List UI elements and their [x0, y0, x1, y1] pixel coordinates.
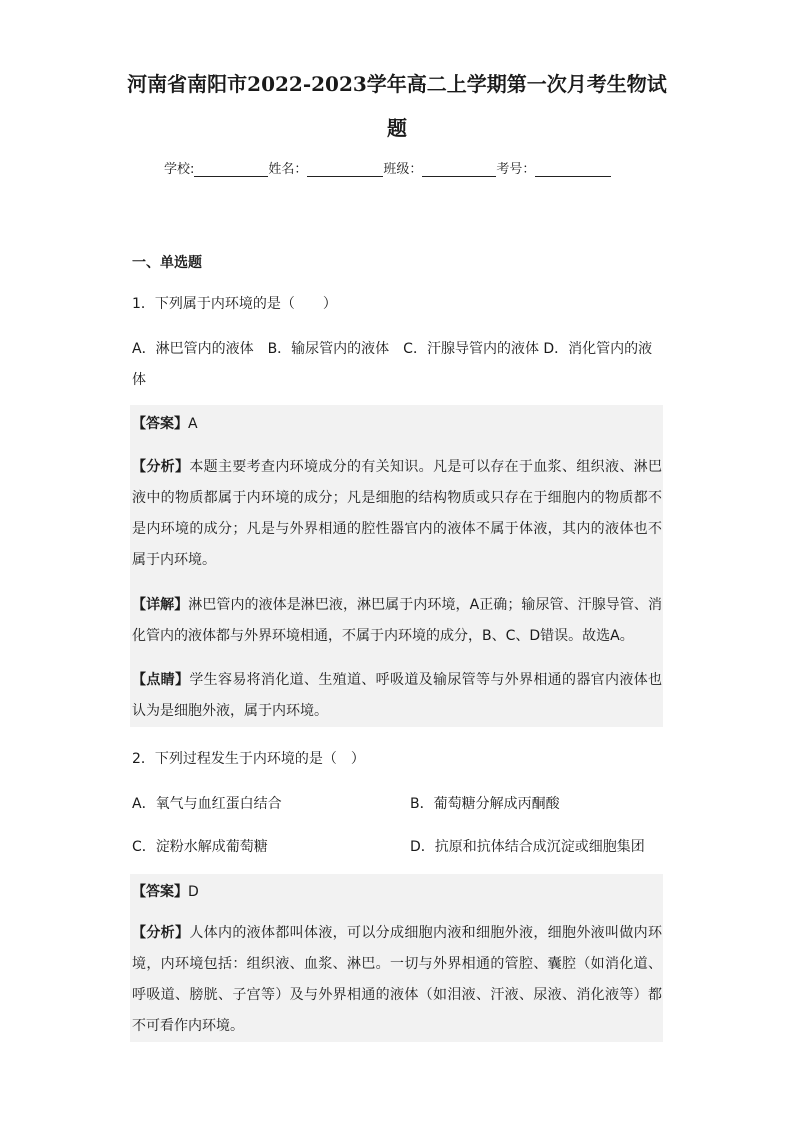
exam-no-blank[interactable]: [535, 162, 611, 177]
answer-value: A: [188, 416, 198, 432]
q1-answer: [132, 413, 198, 433]
q2-answer: [132, 881, 199, 901]
analysis-text: 人体内的液体都叫体液，可以分成细胞内液和细胞外液，细胞外液叫做内环境，内环境包括：组织液、血浆、淋巴。一切与外界相通的管腔、囊腔（如消化道、呼吸道、膀胱、子宫等）及与外界相通的液体（如泪液、汗液、尿液、消化液等）都不可看作内环境。: [132, 925, 663, 1034]
q2-option-b: B．葡萄糖分解成丙酮酸: [410, 796, 560, 812]
exam-no-label: 考号：: [496, 162, 536, 177]
tip-text: 学生容易将消化道、生殖道、呼吸道及输尿管等与外界相通的器官内液体也认为是细胞外液，属于内环境。: [132, 672, 663, 719]
analysis-text: 本题主要考查内环境成分的有关知识。凡是可以存在于血浆、组织液、淋巴液中的物质都属于内环境的成分；凡是细胞的结构物质或只存在于细胞内的物质都不是内环境的成分；凡是与外界相通的腔性器官内的液体不属于体液，其内的液体也不属于内环境。: [132, 459, 663, 568]
exam-title-line2: 题: [387, 116, 407, 140]
q1-stem: 1．下列属于内环境的是（ ）: [132, 296, 337, 312]
q1-options: A．淋巴管内的液体 B．输尿管内的液体 C．汗腺导管内的液体 D．消化管内的液: [132, 341, 653, 357]
student-info-row: [164, 158, 611, 177]
q2-option-d: D．抗原和抗体结合成沉淀或细胞集团: [410, 839, 645, 855]
name-blank[interactable]: [307, 162, 383, 177]
section-heading: 一、单选题: [132, 255, 202, 271]
name-label: 姓名：: [268, 162, 308, 177]
school-blank[interactable]: [194, 162, 268, 177]
class-label: 班级：: [383, 162, 423, 177]
analysis-tag: 【分析】: [132, 925, 190, 941]
class-blank[interactable]: [422, 162, 496, 177]
q1-options-cont: 体: [132, 372, 146, 388]
exam-title-line1: 河南省南阳市2022-2023学年高二上学期第一次月考生物试: [127, 72, 667, 96]
tip-tag: 【点睛】: [132, 672, 190, 688]
q1-analysis: [132, 452, 662, 576]
q1-detail: [132, 590, 662, 652]
analysis-tag: 【分析】: [132, 459, 190, 475]
q2-analysis: [132, 918, 662, 1042]
q2-option-a: A．氧气与血红蛋白结合: [132, 796, 282, 812]
q2-stem: 2．下列过程发生于内环境的是（ ）: [132, 751, 365, 767]
detail-tag: 【详解】: [132, 597, 189, 613]
q1-tip: [132, 665, 662, 727]
q2-option-c: C．淀粉水解成葡萄糖: [132, 839, 268, 855]
answer-tag: 【答案】: [132, 884, 188, 900]
school-label: 学校:: [164, 162, 195, 177]
answer-tag: 【答案】: [132, 416, 188, 432]
answer-value: D: [188, 884, 199, 900]
detail-text: 淋巴管内的液体是淋巴液，淋巴属于内环境，A正确；输尿管、汗腺导管、消化管内的液体都与外界环境相通，不属于内环境的成分，B、C、D错误。故选A。: [132, 597, 663, 644]
